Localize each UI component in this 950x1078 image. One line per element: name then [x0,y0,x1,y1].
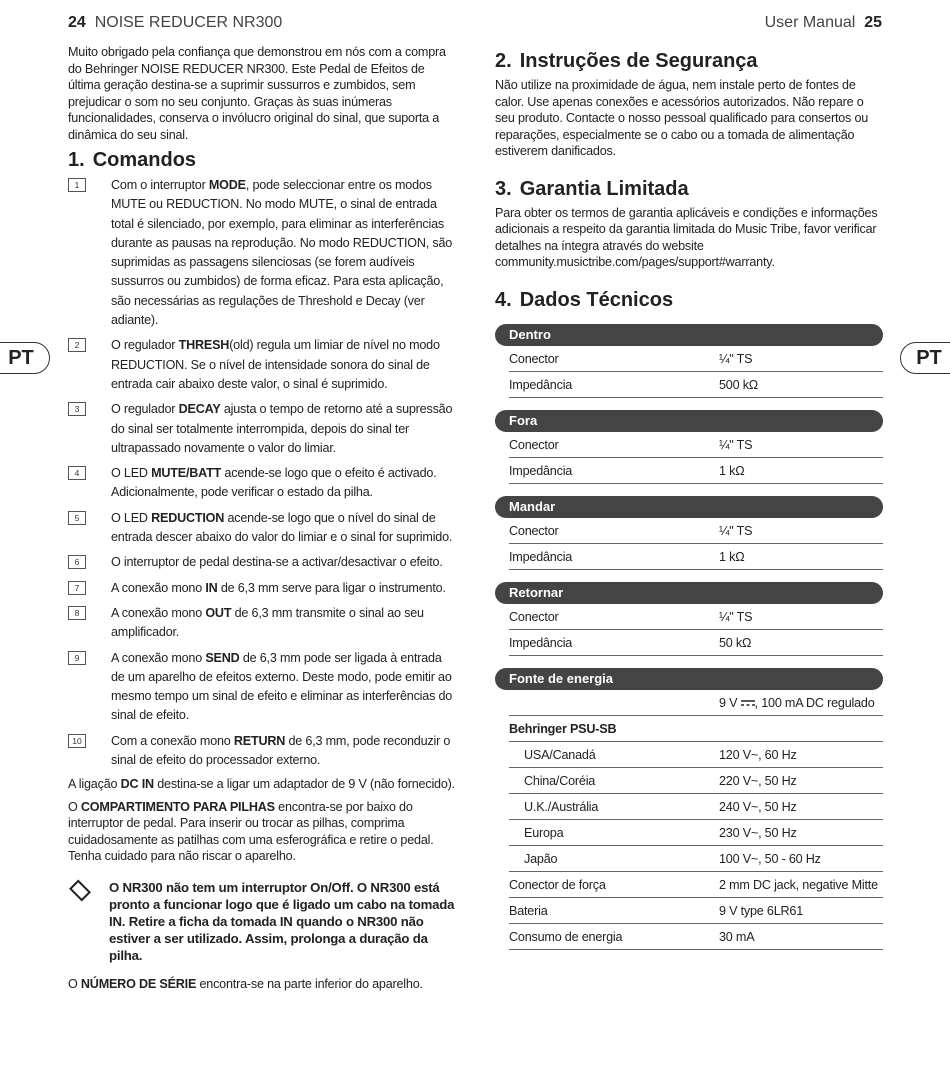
left-column [68,44,458,998]
control-item [68,579,458,598]
item-number-badge: 4 [68,466,86,480]
spec-value-rest: , 100 mA DC regulado [754,695,875,710]
page-number-left: 24 [68,14,86,31]
item-text-post: de 6,3 mm, pode reconduzir o sinal de efeito do processador externo. [111,733,451,768]
spec-value: 230 V~, 50 Hz [719,825,797,840]
spec-row [509,872,883,898]
spec-row [509,604,883,630]
spec-row [509,346,883,372]
spec-label: U.K./Austrália [524,799,599,814]
spec-group-header: Fora [495,410,883,432]
control-item [68,509,458,548]
spec-row [509,544,883,570]
spec-row [509,716,883,742]
serial-term: NÚMERO DE SÉRIE [80,976,197,991]
controls-list [68,176,458,770]
item-text-pre: O LED [111,510,152,525]
page-number-right: 25 [864,14,882,31]
item-text [111,579,446,598]
dcin-text-post: destina-se a ligar um adaptador de 9 V (não fornecido). [153,777,455,792]
spec-label: Conector de força [509,877,606,892]
item-text [111,509,458,548]
item-text-post: acende-se logo que o efeito é activado. Adicionalmente, pode verificar o estado da pilha. [111,466,437,500]
spec-value [719,690,883,715]
spec-label: Consumo de energia [509,929,623,944]
spec-row [509,794,883,820]
section-heading-garantia [495,178,883,201]
spec-value-voltage: 9 V [719,695,738,710]
dc-symbol-icon [741,698,755,708]
item-text-pre: A conexão mono [111,605,206,620]
item-number-badge: 1 [68,178,86,192]
section-number: 3. [495,177,512,200]
spec-label: Conector [509,523,559,538]
section-heading-comandos [68,149,458,172]
spec-row [509,742,883,768]
battery-paragraph [68,799,458,865]
control-item [68,604,458,643]
spec-label: Conector [509,351,559,366]
item-term: THRESH [178,338,230,353]
section-number: 2. [495,50,512,72]
spec-row [509,846,883,872]
spec-label: Impedância [509,377,573,392]
battery-text-pre: O [68,799,81,814]
spec-value: ¼" TS [719,523,753,538]
spec-value: ¼" TS [719,437,753,452]
item-number-badge: 9 [68,651,86,665]
spec-group-header: Dentro [495,324,883,346]
spec-label: Conector [509,609,559,624]
spec-value: ¼" TS [719,351,753,366]
item-number-badge: 2 [68,338,86,352]
item-text [111,176,458,330]
spec-row [509,458,883,484]
item-text-pre: Com o interruptor [111,178,209,192]
serial-paragraph [68,976,458,993]
dcin-term: DC IN [120,777,154,792]
spec-value: 1 kΩ [719,463,745,478]
spec-group-header: Retornar [495,582,883,604]
item-term: DECAY [178,402,221,417]
spec-label: China/Coréia [524,773,596,788]
item-text-post: (old) regula um limiar de nível no modo REDUCTION. Se o nível de intensidade sonora do sinal de entrada cair abaixo deste valor, o sinal é suprimido. [111,338,440,391]
section-heading-dados [495,289,883,312]
section-title: Garantia Limitada [519,177,689,200]
control-item [68,464,458,503]
spec-value: 1 kΩ [719,549,745,564]
spec-group-header: Fonte de energia [495,668,883,690]
spec-row [509,432,883,458]
spec-row [509,820,883,846]
item-term: MODE [208,178,246,192]
spec-value: 120 V~, 60 Hz [719,747,797,762]
item-term: RETURN [233,733,286,748]
spec-label: Impedância [509,549,573,564]
control-item [68,553,458,572]
right-column [495,44,883,950]
spec-value [719,716,883,741]
warranty-paragraph: Para obter os termos de garantia aplicáveis e condições e informações adicionais a respeito da garantia limitada do Music Tribe, favor verificar detalhes na íntegra através do website community.musictribe.com/pages/support#warranty. [495,205,878,269]
item-text-post: de 6,3 mm pode ser ligada à entrada de um aparelho de efeitos externo. Deste modo, pode emitir ao mesmo tempo um sinal de efeito e eliminar as interferências do sinal de efeito. [111,650,453,723]
battery-term: COMPARTIMENTO PARA PILHAS [80,799,275,814]
item-number-badge: 3 [68,402,86,416]
spec-value: 220 V~, 50 Hz [719,773,797,788]
control-item [68,649,458,726]
spec-value: 2 mm DC jack, negative Mitte [719,877,878,892]
spec-row [509,690,883,716]
spec-value: 30 mA [719,929,755,944]
control-item [68,176,458,330]
section-number: 1. [68,149,85,171]
control-item [68,400,458,458]
item-text-post: de 6,3 mm serve para ligar o instrumento. [217,580,446,595]
language-tab-left: PT [0,342,50,374]
safety-paragraph: Não utilize na proximidade de água, nem instale perto de fontes de calor. Use apenas conexões e acessórios autorizados. Não repare o seu produto. Contacte o nosso pessoal qualificado para consertos ou reparações, especialmente se o cabo ou a tomada de alimentação estiverem danificados. [495,78,869,158]
section-title: Instruções de Segurança [519,50,758,72]
item-text [111,649,458,726]
spec-label: Impedância [509,635,573,650]
section-title: Comandos [92,149,197,171]
header-manual-title: User Manual [764,14,856,31]
spec-value: 500 kΩ [719,377,759,392]
item-number-badge: 8 [68,606,86,620]
item-number-badge: 5 [68,511,86,525]
diamond-icon [69,879,91,901]
spec-group-header: Mandar [495,496,883,518]
item-text [111,400,458,458]
page-header-right [765,14,882,32]
spec-row [509,372,883,398]
spec-label: Bateria [509,903,548,918]
item-text-post: de 6,3 mm transmite o sinal ao seu amplificador. [111,605,424,640]
dcin-text-pre: A ligação [68,777,121,792]
item-number-badge: 7 [68,581,86,595]
spec-value: 50 kΩ [719,635,752,650]
intro-paragraph: Muito obrigado pela confiança que demonstrou em nós com a compra do Behringer NOISE REDUCER NR300. Este Pedal de Efeitos de última geração destina-se a suprimir sussurros e zumbidos, sem prejudicar o som no seu conjunto. Graças às suas inúmeras funcionalidades, conserva o invólucro original do sinal, que suporta a dinâmica do seu sinal. [68,45,446,142]
item-text [111,604,458,643]
spec-row [509,924,883,950]
item-term: IN [205,580,218,595]
spec-label: Europa [524,825,564,840]
section-title: Dados Técnicos [519,288,674,311]
spec-value: 100 V~, 50 - 60 Hz [719,851,821,866]
section-heading-seguranca [495,50,883,73]
spec-label: Impedância [509,463,573,478]
item-text [111,336,458,394]
item-text-post: , pode seleccionar entre os modos MUTE ou REDUCTION. No modo MUTE, o sinal de entrada total é silenciado, por exemplo, para eliminar as interferências durante as pausas na reprodução. No modo REDUCTION, são suprimidas as passagens silenciosas (se forem audíveis sussurros ou zumbidos) de forma eficaz. Para esta aplicação, são necessárias as regulações de Threshold e Decay (ver adiante). [111,178,453,328]
spec-value: 9 V type 6LR61 [719,903,804,918]
battery-text-post: encontra-se por baixo do interruptor de pedal. Para inserir ou trocar as pilhas, comprima cuidadosamente as patilhas com uma esferográfica e retire o pedal. Tenha cuidado para não riscar o aparelho. [68,799,434,864]
item-text-post: acende-se logo que o nível do sinal de entrada descer abaixo do valor do limiar e o sinal for suprimido. [111,510,453,545]
item-text-pre: O interruptor de pedal destina-se a activar/desactivar o efeito. [111,555,443,570]
note-box [68,879,458,964]
serial-text-post: encontra-se na parte inferior do aparelho. [196,976,423,991]
item-text [111,732,458,771]
item-term: REDUCTION [151,510,225,525]
specs-table [495,324,883,950]
item-term: OUT [205,605,232,620]
spec-row [509,630,883,656]
spec-value: ¼" TS [719,609,753,624]
item-text [111,553,443,572]
header-product-title: NOISE REDUCER NR300 [94,14,283,31]
item-text-pre: A conexão mono [111,580,206,595]
spec-label [509,690,719,715]
note-text: O NR300 não tem um interruptor On/Off. O NR300 está pronto a funcionar logo que é ligado um cabo na tomada IN. Retire a ficha da tomada IN quando o NR300 não estiver a ser utilizado. Assim, prolonga a duração da pilha. [109,879,455,963]
item-text-post: ajusta o tempo de retorno até a supressão do sinal ser totalmente interrompida, depois do sinal ter ultrapassado novamente o valor do limiar. [111,402,453,455]
language-tab-right: PT [900,342,950,374]
item-term: MUTE/BATT [151,466,222,481]
item-text-pre: O LED [111,466,152,481]
item-term: SEND [205,650,240,665]
item-text-pre: A conexão mono [111,650,206,665]
item-text-pre: O regulador [111,338,179,353]
serial-text-pre: O [68,976,81,991]
spec-value: 240 V~, 50 Hz [719,799,797,814]
item-text-pre: Com a conexão mono [111,733,234,748]
item-number-badge: 10 [68,734,86,748]
spec-row [509,768,883,794]
spec-label: Japão [524,851,558,866]
spec-row [509,518,883,544]
spec-label: Conector [509,437,559,452]
section-number: 4. [495,288,512,311]
item-text [111,464,458,503]
page-header-left [68,14,282,32]
item-text-pre: O regulador [111,402,179,417]
spec-label: Behringer PSU-SB [509,721,617,736]
spec-row [509,898,883,924]
item-number-badge: 6 [68,555,86,569]
control-item [68,732,458,771]
control-item [68,336,458,394]
spec-label: USA/Canadá [524,747,596,762]
dcin-paragraph [68,776,458,793]
